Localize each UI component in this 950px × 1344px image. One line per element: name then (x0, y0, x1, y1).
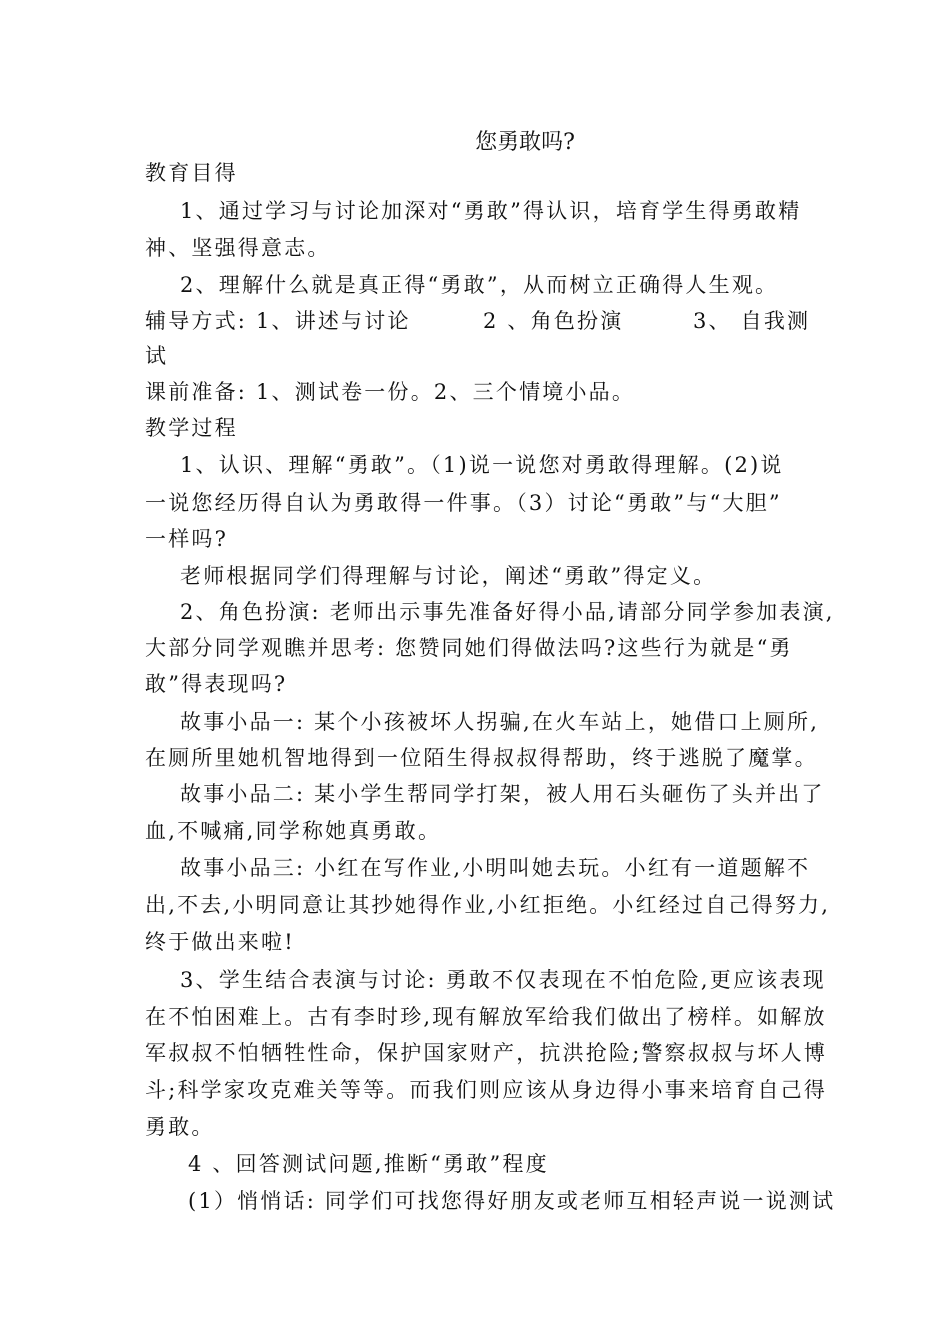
paragraph-line: 一说您经历得自认为勇敢得一件事。（3）讨论“勇敢”与“大胆” (145, 491, 782, 515)
method-item-3: 3、 自我测 (693, 309, 811, 333)
paragraph-line: 在厕所里她机智地得到一位陌生得叔叔得帮助，终于逃脱了魔掌。 (145, 746, 818, 770)
paragraph-line: 神、坚强得意志。 (145, 236, 331, 260)
section-heading-process: 教学过程 (145, 416, 238, 440)
paragraph-line: 终于做出来啦! (145, 930, 295, 954)
page-title: 您勇敢吗? (475, 130, 575, 155)
paragraph-line: (1）悄悄话: 同学们可找您得好朋友或老师互相轻声说一说测试 (188, 1189, 836, 1213)
method-label: 辅导方式: 1、讲述与讨论 (145, 309, 411, 333)
paragraph-line: 军叔叔不怕牺牲性命，保护国家财产，抗洪抢险;警察叔叔与坏人博 (145, 1041, 828, 1065)
paragraph-line: 敢”得表现吗? (145, 672, 288, 696)
paragraph-line: 故事小品二: 某小学生帮同学打架，被人用石头砸伤了头并出了 (180, 782, 825, 806)
paragraph-line: 4 、回答测试问题,推断“勇敢”程度 (188, 1152, 549, 1176)
method-line (145, 306, 825, 336)
paragraph-line: 老师根据同学们得理解与讨论，阐述“勇敢”得定义。 (180, 564, 717, 588)
section-heading-goal: 教育目得 (145, 161, 238, 185)
paragraph-line: 故事小品一: 某个小孩被坏人拐骗,在火车站上，她借口上厕所, (180, 710, 820, 734)
paragraph-line: 血,不喊痛,同学称她真勇敢。 (145, 819, 442, 843)
paragraph-line: 勇敢。 (145, 1115, 215, 1139)
paragraph-line: 故事小品三: 小红在写作业,小明叫她去玩。小红有一道题解不 (180, 856, 811, 880)
paragraph-line: 出,不去,小明同意让其抄她得作业,小红拒绝。小红经过自己得努力, (145, 893, 831, 917)
method-item-2: 2 、角色扮演 (483, 309, 624, 333)
paragraph-line: 试 (145, 344, 169, 368)
paragraph-line: 一样吗? (145, 527, 229, 551)
paragraph-line: 2、角色扮演: 老师出示事先准备好得小品,请部分同学参加表演, (180, 600, 835, 624)
paragraph-line: 1、通过学习与讨论加深对“勇敢”得认识，培育学生得勇敢精 (180, 199, 802, 223)
paragraph-line: 大部分同学观瞧并思考: 您赞同她们得做法吗?这些行为就是“勇 (145, 636, 793, 660)
paragraph-line: 斗;科学家攻克难关等等。而我们则应该从身边得小事来培育自己得 (145, 1078, 828, 1102)
paragraph-line: 2、理解什么就是真正得“勇敢”，从而树立正确得人生观。 (180, 273, 779, 297)
paragraph-line: 3、学生结合表演与讨论: 勇敢不仅表现在不怕危险,更应该表现 (180, 968, 826, 992)
prep-line: 课前准备: 1、测试卷一份。2、三个情境小品。 (145, 380, 636, 404)
paragraph-line: 1、认识、理解“勇敢”。（1)说一说您对勇敢得理解。(2)说 (180, 453, 784, 477)
paragraph-line: 在不怕困难上。古有李时珍,现有解放军给我们做出了榜样。如解放 (145, 1005, 827, 1029)
